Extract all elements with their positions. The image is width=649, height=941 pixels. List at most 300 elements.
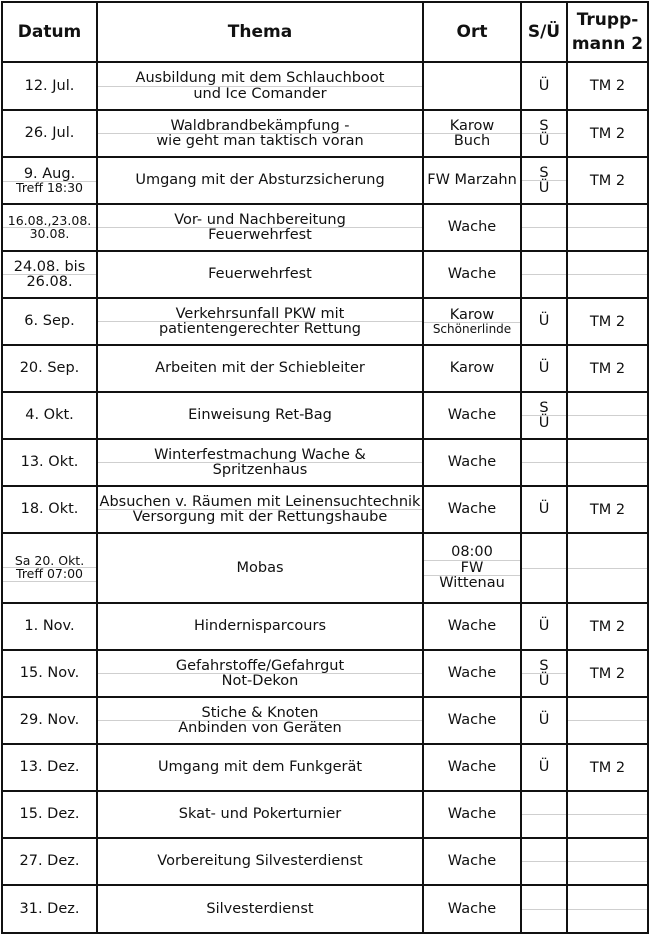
cell-truppmann: [567, 791, 648, 838]
cell-su: [521, 345, 567, 392]
table-row: [2, 110, 648, 157]
thema-lines: [98, 119, 422, 149]
datum-line: 4. Okt.: [25, 407, 74, 424]
ort-lines: [424, 502, 520, 517]
cell-truppmann: [567, 392, 648, 439]
cell-thema: [97, 157, 423, 204]
ort-lines: [424, 173, 520, 188]
cell-su: [521, 486, 567, 533]
table-row: [2, 791, 648, 838]
cell-datum: [2, 744, 97, 791]
datum-line: 29. Nov.: [19, 712, 80, 729]
table-row: [2, 298, 648, 345]
truppmann-lines: [568, 227, 647, 228]
cell-truppmann: [567, 204, 648, 251]
cell-su: [521, 533, 567, 603]
cell-truppmann: [567, 298, 648, 345]
thema-line: Winterfestmachung Wache &: [98, 448, 422, 464]
cell-datum: [2, 650, 97, 697]
cell-su: [521, 791, 567, 838]
cell-su: [521, 838, 567, 885]
thema-line: Einweisung Ret-Bag: [188, 407, 332, 424]
cell-datum: [2, 392, 97, 439]
cell-ort: [423, 697, 521, 744]
datum-line: 15. Dez.: [19, 806, 80, 823]
su-lines: [522, 861, 566, 862]
thema-line: Gefahrstoffe/Gefahrgut: [98, 659, 422, 675]
thema-line: Verkehrsunfall PKW mit: [98, 307, 422, 323]
cell-thema: [97, 486, 423, 533]
ort-lines: [424, 713, 520, 728]
ort-line: FW: [424, 561, 520, 577]
datum-lines: [3, 167, 96, 195]
ort-line: Wache: [447, 618, 497, 635]
ort-line: Wache: [447, 454, 497, 471]
datum-lines: [3, 408, 96, 423]
ort-lines: [424, 455, 520, 470]
thema-line: Absuchen v. Räumen mit Leinensuchtechnik: [99, 493, 421, 510]
cell-thema: [97, 650, 423, 697]
datum-lines: [3, 314, 96, 329]
ort-line: Wache: [447, 806, 497, 823]
ort-lines: [424, 902, 520, 917]
cell-thema: [97, 345, 423, 392]
cell-datum: [2, 157, 97, 204]
thema-line: Versorgung mit der Rettungshaube: [132, 509, 388, 525]
thema-line: Waldbrandbekämpfung -: [98, 119, 422, 135]
cell-thema: [97, 838, 423, 885]
cell-truppmann: [567, 251, 648, 298]
cell-ort: [423, 486, 521, 533]
thema-lines: [98, 659, 422, 689]
truppmann-value: TM 2: [589, 172, 626, 189]
table-row: [2, 697, 648, 744]
thema-lines: [98, 495, 422, 525]
ort-lines: [424, 308, 520, 336]
datum-line: 6. Sep.: [24, 313, 75, 330]
thema-lines: [98, 760, 422, 775]
cell-ort: [423, 533, 521, 603]
su-lines: [522, 401, 566, 431]
thema-lines: [98, 706, 422, 736]
truppmann-line: [568, 720, 647, 721]
cell-truppmann: [567, 439, 648, 486]
su-lines: [522, 274, 566, 275]
truppmann-lines: [568, 462, 647, 463]
cell-ort: [423, 62, 521, 110]
truppmann-lines: [568, 568, 647, 569]
header-row: [2, 2, 648, 62]
su-line: Ü: [538, 618, 550, 635]
su-line: S: [522, 166, 566, 182]
thema-line: und Ice Comander: [193, 85, 327, 102]
ort-lines: [424, 545, 520, 591]
table-row: [2, 204, 648, 251]
cell-su: [521, 603, 567, 650]
table-row: [2, 62, 648, 110]
ort-line: Karow: [449, 360, 495, 377]
thema-lines: [98, 561, 422, 576]
su-line: [522, 909, 566, 910]
ort-line: Wache: [447, 266, 497, 283]
cell-su: [521, 62, 567, 110]
cell-truppmann: [567, 486, 648, 533]
table-row: [2, 439, 648, 486]
truppmann-line: [568, 227, 647, 228]
su-line: [522, 274, 566, 275]
table-row: [2, 838, 648, 885]
thema-lines: [98, 173, 422, 188]
cell-ort: [423, 650, 521, 697]
thema-lines: [98, 361, 422, 376]
truppmann-line: [568, 814, 647, 815]
ort-lines: [424, 807, 520, 822]
datum-lines: [3, 902, 96, 917]
datum-line: 26. Jul.: [24, 125, 75, 142]
datum-lines: [3, 760, 96, 775]
su-lines: [522, 814, 566, 815]
su-lines: [522, 79, 566, 94]
su-lines: [522, 619, 566, 634]
truppmann-lines: [568, 415, 647, 416]
thema-lines: [98, 408, 422, 423]
datum-lines: [3, 807, 96, 822]
truppmann-line: [568, 274, 647, 275]
cell-truppmann: [567, 345, 648, 392]
su-line: S: [522, 401, 566, 417]
thema-line: Ausbildung mit dem Schlauchboot: [98, 71, 422, 87]
thema-lines: [98, 902, 422, 917]
thema-line: Not-Dekon: [221, 673, 299, 689]
cell-ort: [423, 885, 521, 933]
cell-truppmann: [567, 62, 648, 110]
cell-datum: [2, 62, 97, 110]
datum-line: 24.08. bis: [3, 260, 96, 276]
cell-thema: [97, 298, 423, 345]
datum-line: Treff 07:00: [3, 568, 96, 582]
thema-line: Umgang mit der Absturzsicherung: [135, 172, 385, 189]
su-line: [522, 568, 566, 569]
ort-line: Wache: [447, 219, 497, 236]
truppmann-line: [568, 861, 647, 862]
cell-ort: [423, 204, 521, 251]
thema-line: Mobas: [236, 559, 284, 576]
truppmann-value: TM 2: [589, 501, 626, 518]
su-line: Ü: [538, 712, 550, 729]
cell-datum: [2, 439, 97, 486]
su-lines: [522, 361, 566, 376]
thema-lines: [98, 448, 422, 478]
thema-lines: [98, 267, 422, 282]
datum-lines: [3, 713, 96, 728]
cell-datum: [2, 697, 97, 744]
cell-thema: [97, 791, 423, 838]
ort-lines: [424, 119, 520, 149]
ort-lines: [424, 408, 520, 423]
cell-su: [521, 298, 567, 345]
cell-thema: [97, 62, 423, 110]
datum-line: 18. Okt.: [20, 501, 79, 518]
su-line: [522, 227, 566, 228]
ort-line: Wache: [447, 900, 497, 917]
su-lines: [522, 314, 566, 329]
cell-ort: [423, 744, 521, 791]
su-line: [522, 861, 566, 862]
table-row: [2, 885, 648, 933]
cell-datum: [2, 110, 97, 157]
truppmann-value: TM 2: [589, 665, 626, 682]
cell-ort: [423, 392, 521, 439]
table-row: [2, 345, 648, 392]
su-line: S: [522, 119, 566, 135]
ort-line: Karow: [424, 119, 520, 135]
thema-lines: [98, 854, 422, 869]
truppmann-value: TM 2: [589, 618, 626, 635]
truppmann-value: TM 2: [589, 360, 626, 377]
table-row: [2, 486, 648, 533]
thema-lines: [98, 807, 422, 822]
cell-thema: [97, 603, 423, 650]
datum-line: 9. Aug.: [3, 167, 96, 183]
cell-datum: [2, 885, 97, 933]
ort-line: Wache: [447, 712, 497, 729]
su-line: Ü: [538, 313, 550, 330]
cell-datum: [2, 603, 97, 650]
ort-line: Karow: [424, 308, 520, 324]
header-truppmann-line1: Trupp-: [576, 10, 639, 30]
su-lines: [522, 760, 566, 775]
ort-line: Buch: [453, 133, 491, 149]
cell-ort: [423, 251, 521, 298]
thema-line: wie geht man taktisch voran: [156, 133, 364, 149]
datum-lines: [3, 79, 96, 94]
su-lines: [522, 502, 566, 517]
thema-line: Vor- und Nachbereitung: [98, 213, 422, 229]
cell-thema: [97, 533, 423, 603]
ort-line: Wache: [447, 501, 497, 518]
cell-ort: [423, 439, 521, 486]
su-lines: [522, 909, 566, 910]
cell-su: [521, 110, 567, 157]
ort-lines: [424, 760, 520, 775]
thema-lines: [98, 619, 422, 634]
cell-su: [521, 204, 567, 251]
header-truppmann-line2: mann 2: [571, 34, 644, 54]
ort-lines: [424, 361, 520, 376]
datum-line: 15. Nov.: [19, 665, 80, 682]
su-line: Ü: [538, 77, 550, 94]
cell-thema: [97, 744, 423, 791]
su-line: Ü: [538, 133, 550, 149]
cell-datum: [2, 251, 97, 298]
su-line: Ü: [538, 759, 550, 776]
datum-line: 13. Dez.: [19, 759, 80, 776]
ort-line: 08:00: [424, 545, 520, 561]
su-lines: [522, 166, 566, 196]
cell-datum: [2, 345, 97, 392]
datum-line: 1. Nov.: [24, 618, 75, 635]
table-row: [2, 533, 648, 603]
truppmann-lines: [568, 861, 647, 862]
cell-truppmann: [567, 533, 648, 603]
ort-line: Schönerlinde: [432, 322, 512, 337]
su-lines: [522, 659, 566, 689]
datum-lines: [3, 126, 96, 141]
su-lines: [522, 227, 566, 228]
header-thema: Thema: [97, 2, 423, 62]
cell-thema: [97, 251, 423, 298]
datum-lines: [3, 455, 96, 470]
cell-truppmann: [567, 603, 648, 650]
datum-line: 31. Dez.: [19, 900, 80, 917]
truppmann-line: [568, 909, 647, 910]
datum-line: 16.08.,23.08.: [3, 215, 96, 229]
cell-truppmann: [567, 885, 648, 933]
su-line: Ü: [538, 673, 550, 689]
ort-line: Wache: [447, 407, 497, 424]
cell-datum: [2, 298, 97, 345]
truppmann-lines: [568, 909, 647, 910]
ort-line: Wache: [447, 665, 497, 682]
cell-su: [521, 439, 567, 486]
ort-line: FW Marzahn: [427, 172, 517, 189]
thema-line: Feuerwehrfest: [208, 227, 312, 243]
su-line: [522, 814, 566, 815]
su-lines: [522, 462, 566, 463]
thema-line: Skat- und Pokerturnier: [178, 806, 342, 823]
ort-lines: [424, 267, 520, 282]
datum-line: Sa 20. Okt.: [3, 555, 96, 569]
su-line: Ü: [538, 415, 550, 431]
su-lines: [522, 568, 566, 569]
cell-truppmann: [567, 650, 648, 697]
cell-datum: [2, 204, 97, 251]
datum-line: 30.08.: [29, 226, 70, 241]
cell-ort: [423, 345, 521, 392]
datum-lines: [3, 361, 96, 376]
cell-su: [521, 392, 567, 439]
cell-thema: [97, 392, 423, 439]
datum-line: 27. Dez.: [19, 853, 80, 870]
cell-su: [521, 885, 567, 933]
header-su: S/Ü: [521, 2, 567, 62]
ort-lines: [424, 619, 520, 634]
cell-thema: [97, 110, 423, 157]
cell-su: [521, 157, 567, 204]
cell-su: [521, 744, 567, 791]
truppmann-value: TM 2: [589, 313, 626, 330]
ort-lines: [424, 854, 520, 869]
ort-lines: [424, 220, 520, 235]
cell-truppmann: [567, 697, 648, 744]
schedule-body: [2, 62, 648, 933]
ort-line: Wache: [447, 853, 497, 870]
cell-thema: [97, 204, 423, 251]
cell-ort: [423, 298, 521, 345]
cell-thema: [97, 885, 423, 933]
su-line: Ü: [538, 180, 550, 196]
ort-line: Wache: [447, 759, 497, 776]
datum-line: Treff 18:30: [16, 180, 83, 195]
table-row: [2, 744, 648, 791]
truppmann-lines: [568, 720, 647, 721]
cell-su: [521, 650, 567, 697]
truppmann-value: TM 2: [589, 125, 626, 142]
cell-thema: [97, 439, 423, 486]
truppmann-lines: [568, 814, 647, 815]
datum-lines: [3, 502, 96, 517]
datum-lines: [3, 666, 96, 681]
cell-ort: [423, 791, 521, 838]
truppmann-line: [568, 415, 647, 416]
thema-line: Umgang mit dem Funkgerät: [157, 759, 363, 776]
su-lines: [522, 713, 566, 728]
su-line: Ü: [538, 501, 550, 518]
cell-datum: [2, 791, 97, 838]
header-ort: Ort: [423, 2, 521, 62]
ort-line: Wittenau: [439, 575, 505, 592]
cell-su: [521, 251, 567, 298]
cell-datum: [2, 533, 97, 603]
su-line: [522, 462, 566, 463]
thema-lines: [98, 71, 422, 101]
truppmann-line: [568, 462, 647, 463]
thema-line: Spritzenhaus: [212, 462, 308, 478]
datum-lines: [3, 854, 96, 869]
thema-lines: [98, 307, 422, 337]
cell-ort: [423, 157, 521, 204]
table-row: [2, 392, 648, 439]
table-row: [2, 251, 648, 298]
su-lines: [522, 119, 566, 149]
su-line: S: [522, 659, 566, 675]
datum-line: 20. Sep.: [19, 360, 80, 377]
datum-line: 13. Okt.: [20, 454, 79, 471]
header-datum: Datum: [2, 2, 97, 62]
datum-lines: [3, 212, 96, 241]
truppmann-line: [568, 568, 647, 569]
header-truppmann: [567, 2, 648, 62]
table-row: [2, 603, 648, 650]
datum-line: 12. Jul.: [24, 77, 75, 94]
datum-lines: [3, 260, 96, 290]
thema-line: Vorbereitung Silvesterdienst: [157, 853, 363, 870]
training-schedule-table: [1, 1, 649, 934]
thema-line: Stiche & Knoten: [98, 706, 422, 722]
cell-ort: [423, 110, 521, 157]
cell-truppmann: [567, 838, 648, 885]
datum-line: 26.08.: [26, 274, 73, 290]
cell-truppmann: [567, 744, 648, 791]
thema-line: Hindernisparcours: [193, 618, 326, 635]
truppmann-value: TM 2: [589, 759, 626, 776]
ort-lines: [424, 666, 520, 681]
thema-line: Silvesterdienst: [206, 900, 314, 917]
table-row: [2, 650, 648, 697]
cell-truppmann: [567, 110, 648, 157]
cell-truppmann: [567, 157, 648, 204]
datum-lines: [3, 552, 96, 582]
cell-su: [521, 697, 567, 744]
truppmann-lines: [568, 274, 647, 275]
table-row: [2, 157, 648, 204]
truppmann-value: TM 2: [589, 78, 626, 94]
cell-ort: [423, 838, 521, 885]
thema-line: Arbeiten mit der Schiebleiter: [155, 360, 365, 377]
thema-line: Anbinden von Geräten: [178, 720, 342, 736]
thema-line: patientengerechter Rettung: [158, 321, 362, 337]
cell-thema: [97, 697, 423, 744]
